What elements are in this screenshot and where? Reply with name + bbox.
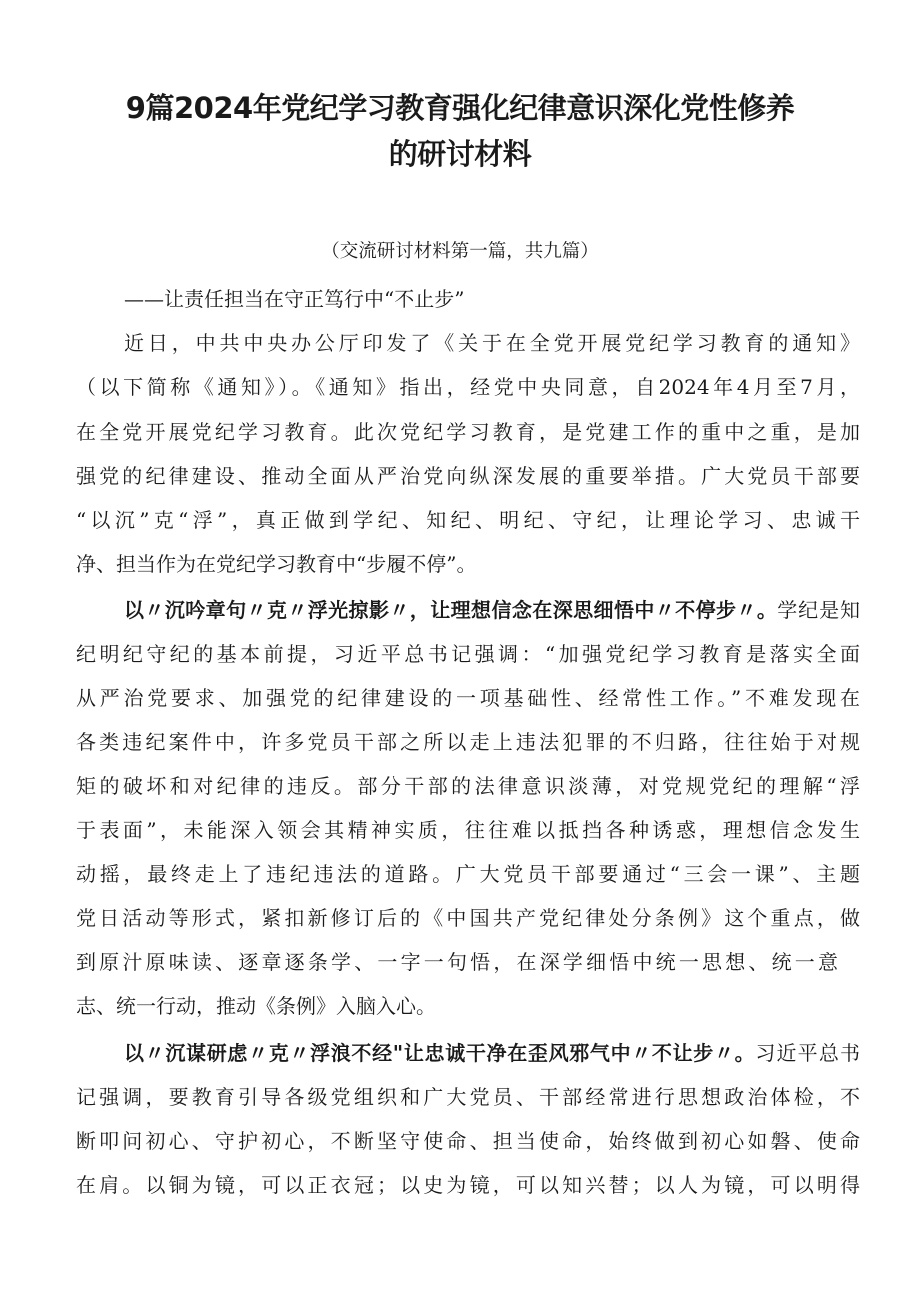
paragraph-line: 到原汁原味读、逐章逐条学、一字一句悟，在深学细悟中统一思想、统一意 (76, 950, 838, 974)
paragraph-2-first-line (124, 600, 860, 620)
paragraph-line: 各类违纪案件中，许多党员干部之所以走上违法犯罪的不归路，往往始于对规 (76, 730, 860, 754)
paragraph-line: 动摇，最终走上了违纪违法的道路。广大党员干部要通过“三会一课”、主题 (76, 862, 860, 886)
paragraph-3-heading: 以〃沉谋研虑〃克〃浮浪不经"让忠诚干净在歪风邪气中〃不让步〃。 (124, 1041, 756, 1065)
paragraph-2-tail: 学纪是知 (777, 598, 861, 622)
paragraph-line: 纪明纪守纪的基本前提，习近平总书记强调：“加强党纪学习教育是落实全面 (76, 642, 860, 666)
document-subtitle: （交流研讨材料第一篇，共九篇） (321, 241, 599, 262)
paragraph-line: 净、担当作为在党纪学习教育中“步履不停”。 (76, 552, 477, 576)
paragraph-line: （以下简称《通知》）。《通知》指出，经党中央同意，自2024年4月至7月， (76, 375, 860, 399)
paragraph-line: 在全党开展党纪学习教育。此次党纪学习教育，是党建工作的重中之重，是加 (76, 420, 860, 444)
paragraph-line: “以沉”克“浮”，真正做到学纪、知纪、明纪、守纪，让理论学习、忠诚干 (76, 508, 860, 532)
document-title-line-2: 的研讨材料 (388, 137, 532, 171)
paragraph-3-first-line (124, 1043, 860, 1063)
paragraph-line: 从严治党要求、加强党的纪律建设的一项基础性、经常性工作。”不难发现在 (76, 686, 860, 710)
paragraph-line: 在肩。以铜为镜，可以正衣冠；以史为镜，可以知兴替；以人为镜，可以明得 (76, 1173, 860, 1197)
paragraph-line: 于表面”，未能深入领会其精神实质，往往难以抵挡各种诱惑，理想信念发生 (76, 818, 860, 842)
paragraph-line: 志、统一行动，推动《条例》入脑入心。 (76, 994, 436, 1018)
paragraph-line: 断叩问初心、守护初心，不断坚守使命、担当使命，始终做到初心如磐、使命 (76, 1129, 860, 1153)
paragraph-line: 矩的破坏和对纪律的违反。部分干部的法律意识淡薄，对党规党纪的理解“浮 (76, 774, 860, 798)
paragraph-line: 近日，中共中央办公厅印发了《关于在全党开展党纪学习教育的通知》 (124, 331, 860, 355)
document-title-line-1: 9篇2024年党纪学习教育强化纪律意识深化党性修养 (125, 91, 795, 125)
paragraph-line: 记强调，要教育引导各级党组织和广大党员、干部经常进行思想政治体检，不 (76, 1085, 860, 1109)
paragraph-line: 党日活动等形式，紧扣新修订后的《中国共产党纪律处分条例》这个重点，做 (76, 906, 860, 930)
paragraph-3-tail: 习近平总书 (755, 1041, 861, 1065)
paragraph-2-heading: 以〃沉吟章句〃克〃浮光掠影〃，让理想信念在深思细悟中〃不停步〃。 (124, 598, 778, 622)
section-heading: ——让责任担当在守正笃行中“不止步” (124, 287, 465, 311)
paragraph-line: 强党的纪律建设、推动全面从严治党向纵深发展的重要举措。广大党员干部要 (76, 464, 860, 488)
